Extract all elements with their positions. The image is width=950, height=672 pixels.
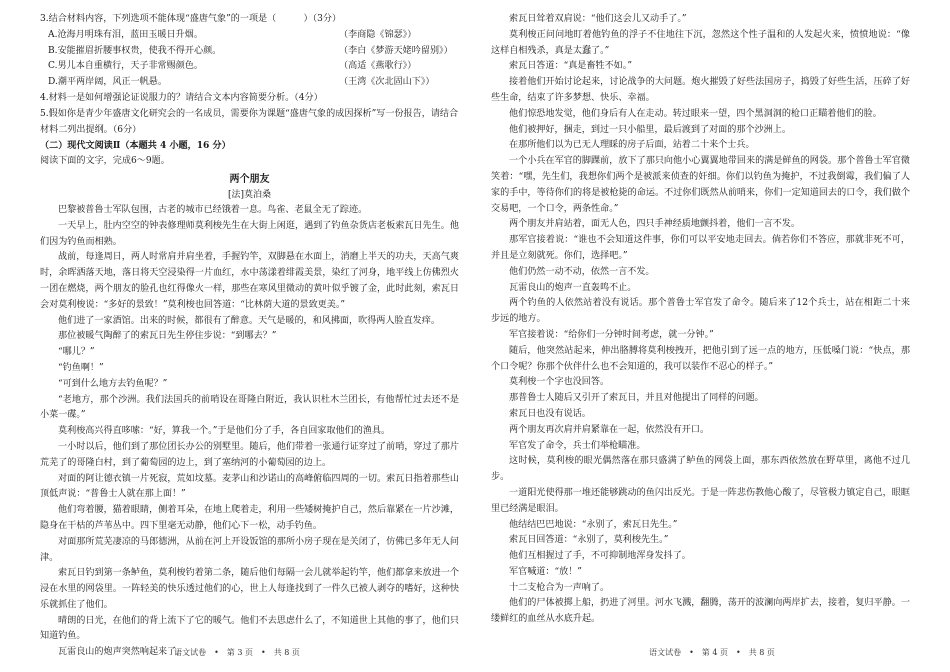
question-3-option-b — [40, 44, 459, 60]
story-paragraph: 军官接着说：“给你们一分钟时间考虑，就一分钟。” — [509, 329, 714, 340]
reading-instruction: 阅读下面的文字，完成6～9题。 — [40, 156, 170, 167]
option-source: （王湾《次北固山下》） — [339, 77, 435, 88]
story-paragraph: 一小时以后，他们到了那位团长办公的别墅里。随后，他们带着一张通行证穿过了前哨，穿过了那片荒芜了的哥隆白村，到了葡萄园的边上，到了塞纳河的小葡萄园的边上。 — [40, 441, 459, 468]
story-paragraph: 那位被暖气陶醉了的索瓦日先生停住步说：“到哪去？” — [58, 331, 277, 342]
story-paragraph: 那军官接着说：“谁也不会知道这件事，你们可以平安地走回去。倘若你们不答应，那就非死不可，并且是立刻就死。你们，选择吧。” — [491, 235, 910, 261]
story-paragraph: 一个小兵在军官的脚踝前，放下了那只向他小心翼翼地带回来的满是鲜鱼的网袋。那个普鲁士军官微笑着：“嘿，先生们，我想你们两个是被派来侦查的奸细。你们以钓鱼为掩护，不过我倒霉，我们偏了人家的手中，等待你们的将是被枪毙的命运。不过你们既然从前哨来，你们一定知道回去的口令，我们做个交易吧，一个口令，两条性命。” — [491, 156, 910, 214]
page-footer: 语文试卷 • 第 4 页 • 共 8 页 — [649, 648, 775, 657]
story-paragraph: 他们惊恐地发觉，他们身后有人在走动。转过眼来一望，四个黑洞洞的枪口正瞄着他们的脸。 — [509, 108, 882, 119]
story-paragraph: 他们互相握过了手，不可抑制地浑身发抖了。 — [509, 551, 691, 562]
story-paragraph: 接着他们开始讨论起来，讨论战争的大问题。炮火摧毁了好些法国房子，捣毁了好些生活，压碎了好些生命，结束了许多梦想、快乐、幸福。 — [491, 77, 910, 103]
story-paragraph: 一天早上，肚内空空的钟表修理师莫利梭先生在大街上闲逛，遇到了钓鱼杂货店老板索瓦日先生。他们因为钓鱼而相熟。 — [40, 220, 459, 247]
story-paragraph: 这时候，莫利梭的眼光偶然落在那只盛满了鲈鱼的网袋上面，那东西依然放在野草里，离他不过几步。 — [491, 456, 910, 483]
option-text: C.男儿本自重横行，天子非常赐颜色。 — [48, 61, 204, 72]
section-heading: （二）现代文阅读Ⅱ（本题共 4 小题，16 分） — [40, 140, 231, 152]
option-source: （李商隐《锦瑟》） — [339, 29, 417, 40]
option-text: D.潮平两岸阔，风正一帆悬。 — [48, 77, 167, 88]
question-4: 4.材料一是如何增强论证说服力的？请结合文本内容简要分析。（4分） — [40, 92, 323, 103]
question-3-stem: 3.结合材料内容，下列选项不能体现“盛唐气象”的一项是（ ）（3分） — [40, 14, 342, 24]
story-paragraph: 对面那所荒芜凄凉的马郎德洲，从前在河上开设饭馆的那所小房子现在是关闭了，仿佛已多年无人问津。 — [40, 536, 459, 563]
story-paragraph: “可到什么地方去钓鱼呢？” — [58, 378, 168, 389]
story-paragraph: 对面的阿让德衣镇一片死寂，荒如坟墓。麦茅山和沙诺山的高峰俯临四周的一切。索瓦日指着那些山顶低声说：“普鲁士人就在那上面！” — [40, 473, 459, 500]
story-author: [法]莫泊桑 — [227, 189, 272, 200]
story-paragraph: 一道阳光使得那一堆还能够跳动的鱼闪出反光。于是一阵悲伤教他心酸了，尽管极力镇定自己，眼眶里已经满是眼泪。 — [491, 487, 910, 514]
story-paragraph: 他们的尸体被掷上船，扔进了河里。河水飞溅，翻腾，荡开的波澜向两岸扩去，接着，复归平静。一缕鲜红的血丝从水底升起。 — [491, 598, 910, 625]
story-paragraph: 那普鲁士人随后又引开了索瓦日，并且对他提出了同样的问题。 — [509, 393, 764, 404]
story-paragraph: 瓦雷良山的炮声一直轰鸣不止。 — [509, 282, 637, 293]
story-paragraph: 索瓦日钓到第一条鲈鱼，莫利梭钓着第二条，随后他们每隔一会儿就举起钓竿，他们都拿来放进一个浸在水里的网袋里。一阵轻美的快乐透过他们的心，世上人每逢找到了一件久已被人剥夺的嗜好，这种快乐就抓住了他们。 — [40, 568, 459, 610]
story-paragraph: 莫利梭高兴得直哆嗦：“好，算我一个。”于是他们分了手，各自回家取他们的渔具。 — [58, 426, 391, 437]
option-text: B.安能摧眉折腰事权贵，使我不得开心颜。 — [48, 45, 222, 56]
story-paragraph: 他们被押好，捆走，到过一只小船里，最后渡到了对面的那个沙洲上。 — [509, 124, 791, 135]
story-paragraph: 索瓦日答道：“真是畜牲不如。” — [509, 61, 632, 72]
story-paragraph: 索瓦日回答道：“永别了，莫利梭先生。” — [509, 535, 669, 546]
story-paragraph: 巴黎被普鲁士军队包围，古老的城市已经饿着一息。鸟雀、老鼠全无了踪迹。 — [58, 204, 368, 215]
story-paragraph: 战前，每逢周日，两人时常肩并肩坐着，手握钓竿，双脚悬在水面上，消磨上半天的功夫，天高气爽时，余晖洒落天地，落日将天空浸染得一片血红，水中荡漾着绯霞美景，染红了河身，地平线上仿佛烈火一团在燃烧，两个朋友的脸孔也红得像火一样，那些在寒风里微动的黄叶似乎镀了金，此时此刻，索瓦日会对莫利梭说：“多好的景致！”莫利梭也回答道：“比林荫大道的景致更美。” — [40, 252, 459, 310]
page-footer: 语文试卷 • 第 3 页 • 共 8 页 — [174, 648, 300, 657]
story-paragraph: 他们弯着腰，猫着眼睛，侧着耳朵，在地上爬着走，利用一些矮树掩护自己，然后靠紧在一片沙滩，隐身在干枯的芦苇丛中。四下里毫无动静，他们心下一松，动手钓鱼。 — [40, 505, 459, 531]
question-3-option-a — [40, 28, 459, 44]
option-source: （高适《燕歌行》） — [339, 61, 417, 72]
story-paragraph: 索瓦日也没有说话。 — [509, 408, 591, 419]
story-paragraph: 他们仍然一动不动，依然一言不发。 — [509, 266, 655, 277]
story-paragraph: 军官发了命令，兵士们举枪瞄准。 — [509, 440, 646, 451]
question-3-option-d — [40, 75, 459, 91]
question-3-option-c — [40, 59, 459, 75]
option-text: A.沧海月明珠有泪，蓝田玉暖日升烟。 — [48, 29, 203, 40]
story-paragraph: 两个钓鱼的人依然站着没有说话。那个普鲁士军官发了命令。随后来了12个兵士，站在相距二十来步远的地方。 — [491, 298, 910, 325]
right-page — [475, 0, 950, 672]
story-paragraph: 他结结巴巴地说：“永别了，索瓦日先生。” — [509, 519, 678, 530]
question-5: 5.假如你是青少年盛唐文化研究会的一名成员，需要你为课题“盛唐气象的成因探析”写一份报告，请结合材料二列出提纲。（6分） — [40, 108, 459, 135]
story-paragraph: 莫利梭一个字也没回答。 — [509, 377, 610, 388]
story-paragraph: 他们进了一家酒馆。出来的时候，都很有了醉意。天气是暖的，和风拂面，吹得两人脸直发痒。 — [58, 315, 440, 326]
story-paragraph: 十二支枪合为一声响了。 — [509, 582, 610, 593]
story-paragraph: 军官喊道：“放！” — [509, 566, 582, 577]
story-paragraph: “哪儿？” — [58, 347, 95, 358]
story-paragraph: “钓鱼啊！” — [58, 362, 104, 373]
option-source: （李白《梦游天姥吟留别》） — [339, 45, 453, 56]
story-paragraph: 莫利梭正问问地盯着他钓鱼的浮子不住地往下沉，忽然这个性子温和的人发起火来，愤愤地说：“像这样自相残杀，真是太蠢了。” — [491, 29, 910, 56]
story-paragraph: 索瓦日耸着双肩说：“他们这会儿又动手了。” — [509, 14, 687, 24]
story-paragraph: 晴朗的日光，在他们的背上流下了它的暖气。他们不去思虑什么了，不知道世上其他的事了，他们只知道钓鱼。 — [40, 615, 459, 642]
story-paragraph: 瓦雷良山的炮声突然响起来了。 — [58, 647, 186, 658]
story-paragraph: “老地方，那个沙洲。我们法国兵的前哨设在哥隆白附近，我认识杜木兰团长，有他帮忙过去还不是小菜一碟。” — [40, 394, 459, 421]
story-title: 两个朋友 — [229, 173, 270, 185]
story-paragraph: 两个朋友并肩站着，面无人色，四只手神经质地颤抖着，他们一言不发。 — [509, 219, 801, 230]
story-paragraph: 随后，他突然站起来，伸出胳膊将莫利梭拽开，把他引到了远一点的地方，压低嗓门说：“快点，那个口令呢？你那个伙伴什么也不会知道的，我可以装作不忍心的样子。” — [491, 345, 910, 372]
story-paragraph: 在那所他们以为已无人理睬的房子后面，站着二十来个士兵。 — [509, 140, 755, 151]
story-paragraph: 两个朋友再次肩并肩紧靠在一起，依然没有开口。 — [509, 424, 710, 435]
